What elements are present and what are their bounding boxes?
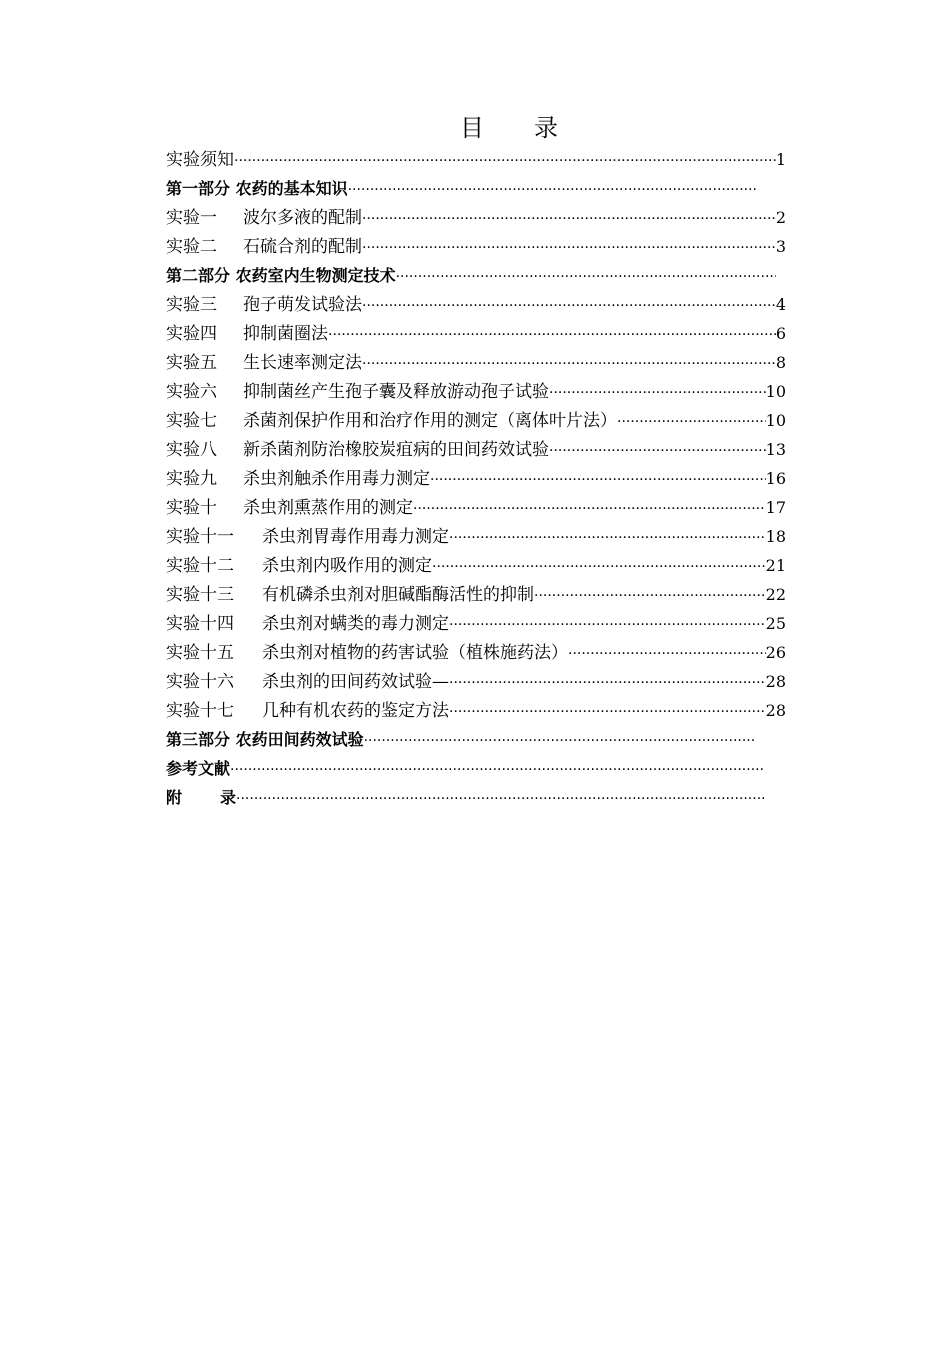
toc-entry-label: 杀虫剂对螨类的毒力测定	[262, 614, 449, 634]
toc-appendix-left: 附	[166, 788, 183, 807]
toc-entry-label: 杀虫剂的田间药效试验—	[262, 672, 449, 692]
toc-entry-page: 16	[765, 469, 786, 488]
toc-entry-label: 抑制菌圈法	[243, 324, 328, 344]
toc-entry-page: 28	[765, 701, 786, 720]
toc-entry-page: 17	[765, 498, 786, 517]
toc-entry-number: 实验六	[166, 382, 217, 402]
dot-leader	[432, 553, 766, 582]
toc-entry-page: 25	[765, 614, 786, 633]
toc-entry-page: 22	[765, 585, 786, 604]
toc-entry[interactable]	[166, 522, 786, 551]
toc-entry-label: 新杀菌剂防治橡胶炭疽病的田间药效试验	[243, 440, 549, 460]
toc-entry[interactable]	[166, 145, 786, 174]
toc-entry-label: 几种有机农药的鉴定方法	[262, 701, 449, 721]
toc-entry-label: 抑制菌丝产生孢子囊及释放游动孢子试验	[243, 382, 549, 402]
toc-appendix[interactable]	[166, 783, 764, 812]
dot-leader	[362, 205, 776, 234]
toc-title-left: 目	[460, 114, 486, 142]
dot-leader	[449, 611, 766, 640]
toc-entry-page: 18	[765, 527, 786, 546]
toc-entry-page: 10	[765, 411, 786, 430]
toc-entry[interactable]	[166, 348, 786, 377]
toc-entry-number: 实验十六	[166, 672, 234, 692]
dot-leader	[430, 466, 766, 495]
toc-entry[interactable]	[166, 638, 786, 667]
dot-leader	[549, 379, 766, 408]
toc-entry[interactable]	[166, 667, 786, 696]
toc-references[interactable]	[166, 754, 764, 783]
toc-entry-page: 3	[775, 237, 786, 256]
toc-entry[interactable]	[166, 319, 786, 348]
toc-entry-label: 杀虫剂对植物的药害试验（植株施药法）	[262, 643, 568, 663]
toc-entry-page: 28	[765, 672, 786, 691]
toc-entry[interactable]	[166, 493, 786, 522]
toc-entry[interactable]	[166, 551, 786, 580]
dot-leader	[230, 756, 764, 785]
toc-part-heading[interactable]	[166, 174, 756, 203]
toc-entry-number: 实验八	[166, 440, 217, 460]
toc-entry-label: 杀虫剂触杀作用毒力测定	[243, 469, 430, 489]
dot-leader	[568, 640, 766, 669]
toc-entry-number: 实验十四	[166, 614, 234, 634]
dot-leader	[362, 292, 776, 321]
dot-leader	[364, 727, 756, 756]
toc-part-label: 第三部分 农药田间药效试验	[166, 730, 364, 749]
toc-entry-label: 杀虫剂胃毒作用毒力测定	[262, 527, 449, 547]
toc-entry[interactable]	[166, 290, 786, 319]
toc-entry-number: 实验五	[166, 353, 217, 373]
toc-title	[0, 112, 952, 144]
toc-entry[interactable]	[166, 203, 786, 232]
toc-entry-page: 10	[765, 382, 786, 401]
toc-entry-label: 孢子萌发试验法	[243, 295, 362, 315]
toc-part-heading[interactable]	[166, 725, 756, 754]
dot-leader	[348, 176, 756, 205]
toc-entry-number: 实验十	[166, 498, 217, 518]
toc-entry[interactable]	[166, 435, 786, 464]
toc-entry-number: 实验一	[166, 208, 217, 228]
toc-entry-number: 实验十七	[166, 701, 234, 721]
toc-entry-number: 实验十三	[166, 585, 234, 605]
toc-entry-number: 实验十一	[166, 527, 234, 547]
toc-entry[interactable]	[166, 377, 786, 406]
toc-part-heading[interactable]	[166, 261, 776, 290]
dot-leader	[449, 524, 766, 553]
dot-leader	[396, 263, 776, 292]
toc-entry[interactable]	[166, 696, 786, 725]
dot-leader	[449, 698, 766, 727]
table-of-contents	[166, 145, 786, 812]
toc-part-label: 参考文献	[166, 759, 231, 778]
dot-leader	[362, 234, 776, 263]
toc-entry-label: 有机磷杀虫剂对胆碱酯酶活性的抑制	[262, 585, 534, 605]
dot-leader	[236, 785, 764, 814]
toc-part-label: 第一部分 农药的基本知识	[166, 179, 348, 198]
toc-entry-page: 6	[775, 324, 786, 343]
toc-entry-page: 4	[775, 295, 786, 314]
dot-leader	[413, 495, 766, 524]
toc-entry-page: 13	[765, 440, 786, 459]
toc-entry-label: 实验须知	[166, 150, 234, 170]
toc-entry-label: 杀虫剂内吸作用的测定	[262, 556, 432, 576]
toc-entry[interactable]	[166, 580, 786, 609]
toc-title-right: 录	[534, 114, 560, 142]
toc-entry-page: 8	[775, 353, 786, 372]
toc-part-label: 第二部分 农药室内生物测定技术	[166, 266, 396, 285]
toc-entry-number: 实验四	[166, 324, 217, 344]
toc-entry-label: 杀菌剂保护作用和治疗作用的测定（离体叶片法）	[243, 411, 617, 431]
toc-entry-number: 实验十二	[166, 556, 234, 576]
toc-entry-page: 26	[765, 643, 786, 662]
toc-entry-label: 石硫合剂的配制	[243, 237, 362, 257]
toc-entry-number: 实验三	[166, 295, 217, 315]
toc-entry-number: 实验九	[166, 469, 217, 489]
toc-entry[interactable]	[166, 464, 786, 493]
dot-leader	[234, 147, 776, 176]
toc-entry-page: 1	[775, 150, 786, 169]
dot-leader	[549, 437, 766, 466]
toc-entry[interactable]	[166, 406, 786, 435]
toc-entry-number: 实验二	[166, 237, 217, 257]
toc-appendix-right: 录	[220, 788, 237, 807]
dot-leader	[617, 408, 766, 437]
toc-entry-label: 杀虫剂熏蒸作用的测定	[243, 498, 413, 518]
toc-entry-number: 实验十五	[166, 643, 234, 663]
toc-entry-page: 2	[775, 208, 786, 227]
dot-leader	[449, 669, 766, 698]
dot-leader	[328, 321, 776, 350]
toc-entry[interactable]	[166, 232, 786, 261]
toc-entry-number: 实验七	[166, 411, 217, 431]
dot-leader	[534, 582, 766, 611]
toc-entry[interactable]	[166, 609, 786, 638]
toc-entry-label: 波尔多液的配制	[243, 208, 362, 228]
dot-leader	[362, 350, 776, 379]
toc-entry-page: 21	[765, 556, 786, 575]
toc-entry-label: 生长速率测定法	[243, 353, 362, 373]
